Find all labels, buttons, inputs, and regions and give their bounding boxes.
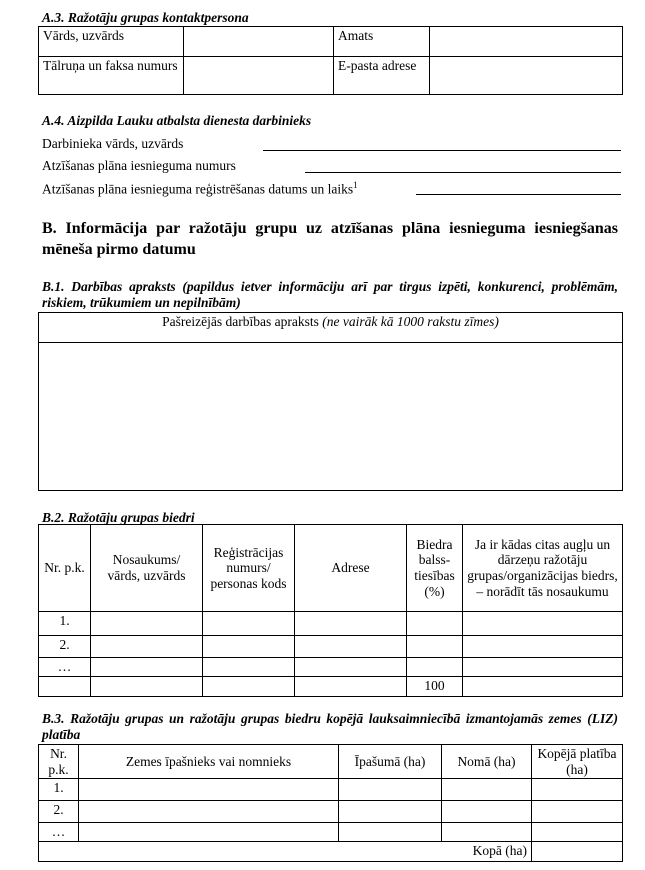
row-number: 2.: [39, 636, 91, 658]
name-field[interactable]: [184, 27, 334, 57]
cell[interactable]: [407, 636, 463, 658]
activity-title-text: Pašreizējās darbības apraksts: [162, 314, 319, 329]
cell[interactable]: [407, 612, 463, 636]
footnote-mark: 1: [353, 180, 358, 190]
b1-heading: B.1. Darbības apraksts (papildus ietver informāciju arī par tirgus izpēti, konkurenci, problēmām, riskiem, trūkumiem un nepilnībām): [42, 279, 618, 310]
activity-description-table: [38, 312, 623, 491]
table-row: [39, 658, 623, 677]
position-label: Amats: [334, 27, 430, 57]
cell[interactable]: [295, 636, 407, 658]
reg-date-row: [42, 180, 358, 197]
position-field[interactable]: [430, 27, 623, 57]
land-area-table: [38, 744, 623, 862]
a3-heading: A.3. Ražotāju grupas kontaktpersona: [42, 10, 249, 25]
total-area-field[interactable]: [532, 841, 623, 861]
table-row: [39, 801, 623, 823]
activity-title-note: (ne vairāk kā 1000 rakstu zīmes): [322, 314, 499, 329]
cell[interactable]: [532, 801, 623, 823]
table-row: [39, 612, 623, 636]
employee-label: Darbinieka vārds, uzvārds: [42, 136, 184, 151]
cell[interactable]: [203, 676, 295, 696]
app-number-line[interactable]: [305, 172, 621, 173]
row-number: 1.: [39, 612, 91, 636]
email-label: E-pasta adrese: [334, 57, 430, 95]
cell[interactable]: [295, 676, 407, 696]
col-address: Adrese: [295, 525, 407, 612]
b2-heading: B.2. Ražotāju grupas biedri: [42, 510, 195, 525]
cell[interactable]: [339, 801, 442, 823]
cell[interactable]: [463, 612, 623, 636]
cell[interactable]: [463, 676, 623, 696]
cell[interactable]: [91, 636, 203, 658]
col-owned: Īpašumā (ha): [339, 745, 442, 779]
members-table: [38, 524, 623, 697]
b3-heading: B.3. Ražotāju grupas un ražotāju grupas biedru kopējā lauksaimniecībā izmantojamās zemes (LIZ) platība: [42, 711, 618, 742]
app-number-label: Atzīšanas plāna iesnieguma numurs: [42, 158, 236, 173]
cell[interactable]: [79, 779, 339, 801]
table-row: [39, 636, 623, 658]
table-row: [39, 823, 623, 842]
cell[interactable]: [463, 636, 623, 658]
cell[interactable]: [442, 823, 532, 842]
phone-field[interactable]: [184, 57, 334, 95]
phone-label: Tālruņa un faksa numurs: [39, 57, 184, 95]
col-reg: Reģistrācijas numurs/ personas kods: [203, 525, 295, 612]
row-number: …: [39, 658, 91, 677]
activity-box-title: [39, 313, 623, 343]
col-nr: Nr. p.k.: [39, 745, 79, 779]
col-other: Ja ir kādas citas augļu un dārzeņu ražotāju grupas/organizācijas biedrs, – norādīt tās nosaukumu: [463, 525, 623, 612]
cell[interactable]: [407, 658, 463, 677]
cell[interactable]: [203, 636, 295, 658]
total-label: Kopā (ha): [39, 841, 532, 861]
employee-line[interactable]: [263, 150, 621, 151]
cell[interactable]: [79, 801, 339, 823]
col-nr: Nr. p.k.: [39, 525, 91, 612]
cell[interactable]: [339, 779, 442, 801]
section-b-heading: B. Informācija par ražotāju grupu uz atzīšanas plāna iesnieguma iesniegšanas mēneša pirmo datumu: [42, 220, 618, 258]
cell[interactable]: [463, 658, 623, 677]
name-label: Vārds, uzvārds: [39, 27, 184, 57]
contact-person-table: [38, 26, 623, 95]
cell[interactable]: [442, 801, 532, 823]
cell[interactable]: [91, 612, 203, 636]
cell[interactable]: [532, 779, 623, 801]
table-row: [39, 676, 623, 696]
a4-heading: A.4. Aizpilda Lauku atbalsta dienesta darbinieks: [42, 113, 312, 128]
cell[interactable]: [295, 612, 407, 636]
activity-description-field[interactable]: [39, 343, 623, 491]
table-row: [39, 779, 623, 801]
col-total: Kopējā platība (ha): [532, 745, 623, 779]
reg-date-label: Atzīšanas plāna iesnieguma reģistrēšanas datums un laiks: [42, 181, 354, 197]
col-owner: Zemes īpašnieks vai nomnieks: [79, 745, 339, 779]
col-vote: Biedra balss-tiesības (%): [407, 525, 463, 612]
cell[interactable]: [442, 779, 532, 801]
row-number: [39, 676, 91, 696]
reg-date-line[interactable]: [416, 194, 621, 195]
cell[interactable]: [203, 658, 295, 677]
cell[interactable]: [79, 823, 339, 842]
cell[interactable]: [339, 823, 442, 842]
cell[interactable]: [532, 823, 623, 842]
email-field[interactable]: [430, 57, 623, 95]
total-vote: 100: [407, 676, 463, 696]
cell[interactable]: [295, 658, 407, 677]
row-number: 1.: [39, 779, 79, 801]
cell[interactable]: [91, 658, 203, 677]
col-leased: Nomā (ha): [442, 745, 532, 779]
cell[interactable]: [91, 676, 203, 696]
row-number: …: [39, 823, 79, 842]
cell[interactable]: [203, 612, 295, 636]
row-number: 2.: [39, 801, 79, 823]
col-name: Nosaukums/ vārds, uzvārds: [91, 525, 203, 612]
